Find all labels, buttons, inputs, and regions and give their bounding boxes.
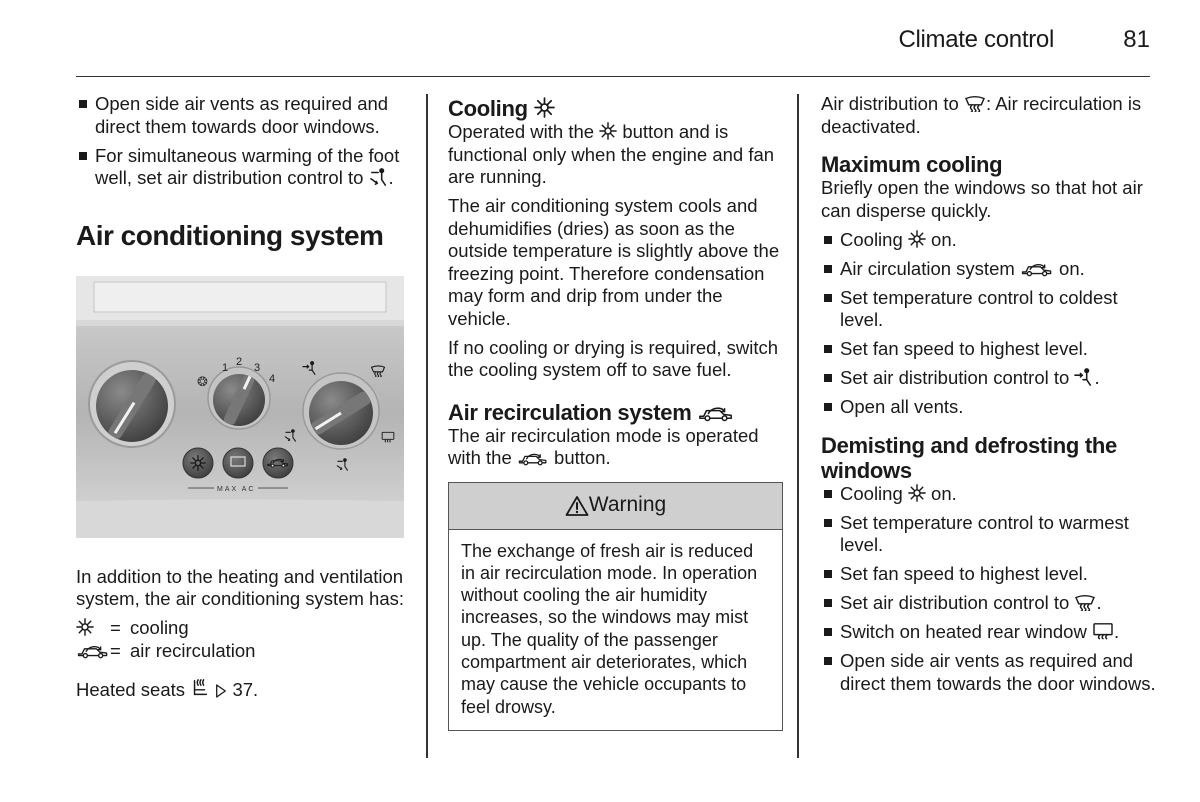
list-item: Cooling on. [821,483,1156,506]
heated-seats-ref: Heated seats 37. [76,679,259,700]
list-item: Cooling on. [821,229,1156,252]
fan-level-2: 2 [236,355,243,368]
recirculation-heading: Air recirculation system [448,400,783,425]
bullet-list [821,483,1156,696]
column-divider [797,94,799,758]
fan-level-4: 4 [269,372,276,385]
list-item: Set fan speed to highest level. [821,563,1156,586]
paragraph: Operated with the button and is functional only when the engine and fan are running. [448,121,775,187]
paragraph: The air conditioning system cools and dehumidifies (dries) as soon as the outside temperature is slightly above the freezing point. Therefore condensation may form and drip from under the vehicle. [448,195,780,329]
snowflake-icon [599,122,617,140]
list-item: Set temperature control to coldest level. [821,287,1156,332]
cooling-heading: Cooling [448,96,783,121]
list-item: Open side air vents as required and direct them towards door windows. [76,93,416,138]
list-item: Set air distribution control to . [821,367,1156,390]
warning-title: Warning [588,493,667,517]
vent-foot-icon [369,168,389,186]
maximum-cooling-heading: Maximum cooling [821,152,1003,177]
snowflake-icon [76,618,94,636]
heated-seat-icon [190,678,210,698]
snowflake-icon [908,230,926,248]
max-ac-label: MAX AC [217,485,256,493]
fan-level-3: 3 [254,361,261,374]
recirculation-icon [517,450,549,466]
list-item: Set air distribution control to . [821,592,1156,615]
ac-control-panel-figure [76,276,404,538]
page-title: Climate control [898,26,1054,53]
page-header [76,0,1150,77]
paragraph: The air recirculation mode is operated with the button. [448,424,759,468]
legend-row: = cooling [76,617,416,640]
bullet-list [76,93,416,190]
snowflake-icon [534,97,555,118]
column-divider [426,94,428,758]
windscreen-defrost-icon [1074,593,1096,611]
column-left [76,93,416,708]
demisting-heading: Demisting and defrosting the windows [821,432,1117,483]
list-item: For simultaneous warming of the foot well, set air distribution control to . [76,145,416,190]
vent-upper-icon [1074,368,1094,386]
list-item: Air circulation system on. [821,258,1156,281]
svg-text:❂: ❂ [197,374,208,390]
windscreen-defrost-icon [964,94,986,112]
snowflake-icon [908,484,926,502]
recirculation-icon [697,403,735,422]
section-heading: Air conditioning system [76,219,384,251]
recirculation-icon [1020,260,1054,277]
paragraph: If no cooling or drying is required, switch the cooling system off to save fuel. [448,336,779,380]
list-item: Set fan speed to highest level. [821,338,1156,361]
list-item: Switch on heated rear window . [821,621,1156,644]
column-right [821,93,1156,702]
fan-level-1: 1 [222,361,229,374]
legend-row: = air recirculation [76,640,416,663]
list-item: Open all vents. [821,396,1156,419]
list-item: Set temperature control to warmest level. [821,512,1156,557]
paragraph: Air distribution to : Air recirculation is deactivated. [821,93,1142,137]
page-number: 81 [1123,26,1150,53]
paragraph: Briefly open the windows so that hot air can disperse quickly. [821,177,1143,221]
page-reference-icon [215,684,227,698]
warning-box [448,482,783,731]
recirculation-icon [76,642,110,659]
intro-text: In addition to the heating and ventilation system, the air conditioning system has: [76,565,405,609]
list-item: Open side air vents as required and direct them towards the door windows. [821,650,1156,695]
column-middle [448,93,783,731]
bullet-list [821,229,1156,419]
warning-icon [565,495,589,517]
rear-window-heat-icon [1092,622,1114,640]
warning-text: The exchange of fresh air is reduced in air recirculation mode. In operation without cooling the air humidity increases, so the windows may mist up. The quality of the passenger compartment air deteriorates, which may cause the vehicle occupants to feel drowsy. [461,540,758,717]
warning-header [449,483,782,530]
